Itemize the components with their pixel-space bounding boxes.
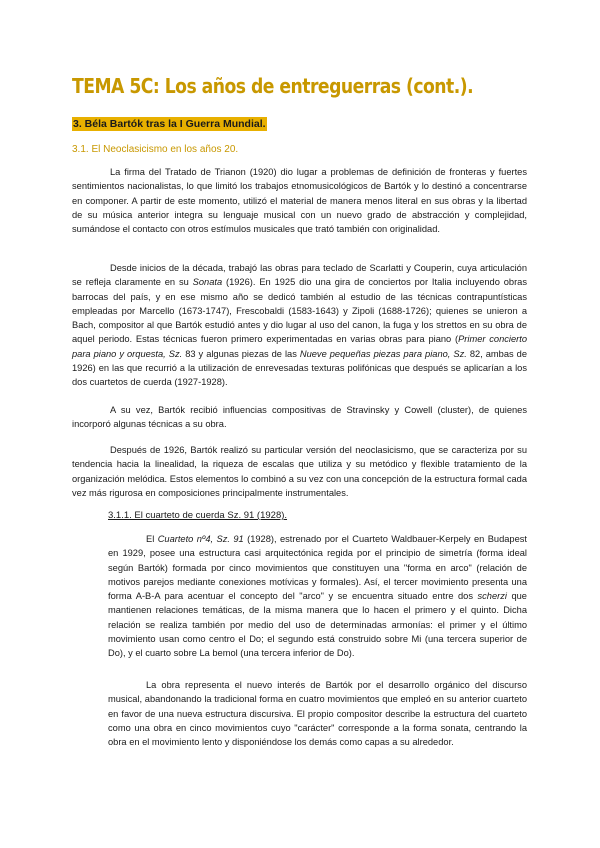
subsection-heading: 3.1. El Neoclasicismo en los años 20.: [72, 144, 239, 155]
paragraph-1: La firma del Tratado de Trianon (1920) dio lugar a problemas de definición de fronteras y fuertes sentimientos nacionalistas, lo que limitó los trabajos etnomusicológicos de Bartók y lo destinó a concentrarse en componer. A partir de este momento, utilizó el material de manera menos literal en sus obras y la libertad de su música anterior integra su lenguaje musical con un nuevo grado de abstracción y complejidad, sumándose el contacto con otros estímulos musicales que trató también con originalidad.: [72, 167, 527, 235]
paragraph-4: Después de 1926, Bartók realizó su particular versión del neoclasicismo, que se caracteriza por su tendencia hacia la linealidad, la riqueza de escalas que utiliza y su metódico y flexible tratamiento de la organización melódica. Estos elementos lo combinó a su vez con una concepción de la estructura formal cada vez más rigurosa en composiciones principalmente instrumentales.: [72, 445, 527, 498]
section-heading: 3. Béla Bartók tras la I Guerra Mundial.: [73, 118, 266, 130]
page-title: TEMA 5C: Los años de entreguerras (cont.).: [72, 74, 474, 98]
paragraph-5: El Cuarteto nº4, Sz. 91 (1928), estrenado por el Cuarteto Waldbauer-Kerpely en Budapest en 1929, posee una estructura casi arquitectónica regida por el principio de simetría (forma ideal según Bartók) formada por cinco movimientos que constituyen una "forma en arco" (relación de motivos parejos mediante conexiones motívicas y formales). Así, el tercer movimiento presenta una forma A-B-A para acentuar el concepto del "arco" y se encuentra situado entre dos scherzi que mantienen relaciones temáticas, de la misma manera que lo hacen el primero y el quinto. Dicha relación se realiza también por medio del uso de determinadas armonías: el primer y el último movimiento usan como centro el Do; el segundo está construido sobre Mi (una tercera superior de Do), y el cuarto sobre La bemol (una tercera inferior de Do).: [108, 534, 527, 659]
subsubsection-heading: 3.1.1. El cuarteto de cuerda Sz. 91 (1928).: [108, 510, 288, 521]
paragraph-2: Desde inicios de la década, trabajó las obras para teclado de Scarlatti y Couperin, cuya articulación se refleja claramente en su Sonata (1926). En 1925 dio una gira de conciertos por Italia incluyendo obras barrocas del país, y en ese mismo año se dedicó también al estudio de las técnicas contrapuntísticas empleadas por Marcello (1673-1747), Frescobaldi (1583-1643) y Zipoli (1688-1726); quienes se unieron a Bach, compositor al que Bartók estudió antes y dio lugar al uso del canon, la fuga y los strettos en su obra de aquel periodo. Estas técnicas fueron primero experimentadas en varias obras para piano (Primer concierto para piano y orquesta, Sz. 83 y algunas piezas de las Nueve pequeñas piezas para piano, Sz. 82, ambas de 1926) en las que recurrió a la utilización de enrevesadas texturas polifónicas que después se aplicarían a los dos cuartetos de cuerda (1927-1928).: [72, 263, 527, 388]
paragraph-6: La obra representa el nuevo interés de Bartók por el desarrollo orgánico del discurso musical, abandonando la tradicional forma en cuatro movimientos que empleó en su anterior cuarteto en favor de una nueva estructura discursiva. El propio compositor describe la estructura del cuarteto como una obra en cinco movimientos cuyo "carácter" corresponde a la forma sonata, centrando la obra en el movimiento lento y disponiéndose los demás como capas a su alrededor.: [108, 680, 527, 748]
paragraph-3: A su vez, Bartók recibió influencias compositivas de Stravinsky y Cowell (cluster), de quienes incorporó algunas técnicas a su obra.: [72, 405, 527, 430]
